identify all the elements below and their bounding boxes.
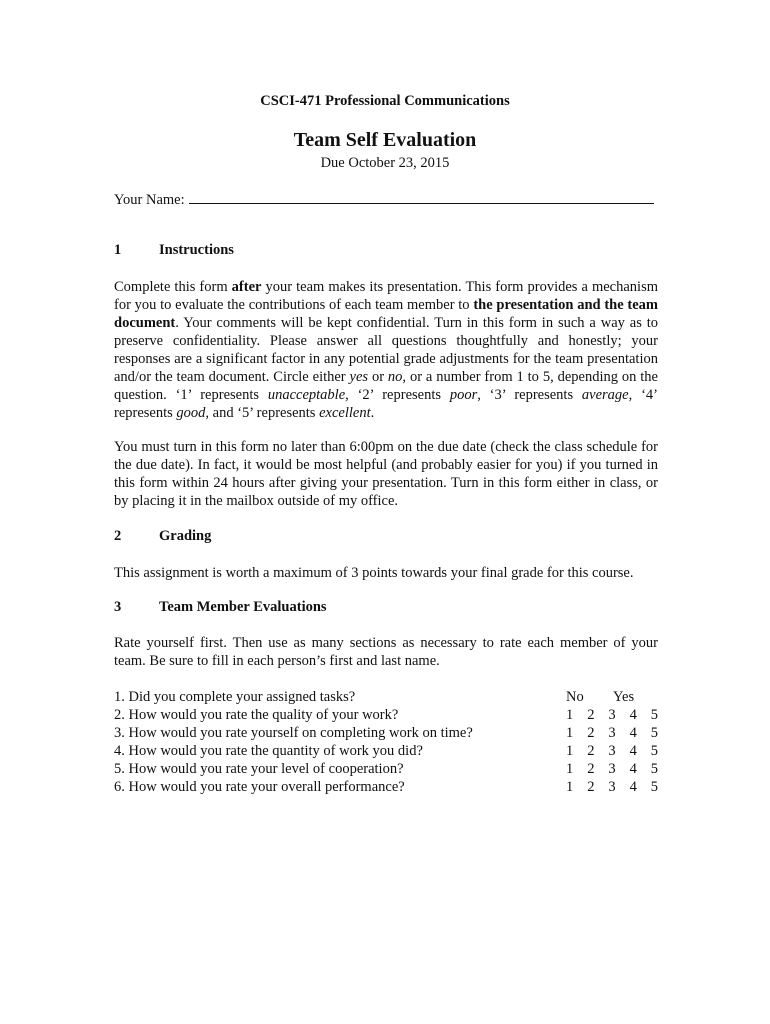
rating-option[interactable]: 3 [608,743,616,759]
text-run-italic: excellent [319,405,371,421]
question-row [114,778,658,796]
evaluations-intro-paragraph: Rate yourself first. Then use as many sections as necessary to rate each member of your team. Be sure to fill in each person’s first and last name. [114,635,658,669]
instructions-paragraph-2: You must turn in this form no later than 6:00pm on the due date (check the class schedule for the due date). In fact, it would be most helpful (and probably easier for you) if you turned in this form within 24 hours after giving your presentation. Turn in this form either in class, or by placing it in the mailbox outside of my office. [114,439,658,509]
rating-option[interactable]: 1 [566,761,574,777]
document-title: Team Self Evaluation [293,129,477,151]
rating-option[interactable]: 2 [587,725,595,741]
rating-option[interactable]: 2 [587,761,595,777]
section-heading-instructions [114,242,234,259]
rating-scale [566,724,658,742]
text-run-italic: unacceptable [267,387,346,403]
rating-option[interactable]: 5 [650,743,658,759]
rating-option[interactable]: 3 [608,707,616,723]
text-run: . Your comments will be kept confidential. Turn in this form in such a way as to preserve confidentiality. Please answer all questions thoughtfully and honestly; your responses are a significant factor in any potential grade adjustments for the team presentation and/or the team document. Circle either [114,315,658,385]
section-number: 2 [114,528,122,544]
question-row [114,706,658,724]
rating-option[interactable]: 3 [608,779,616,795]
rating-option[interactable]: 3 [608,725,616,741]
question-text: 3. How would you rate yourself on completing work on time? [114,725,473,741]
rating-option[interactable]: 4 [629,779,637,795]
rating-option[interactable]: 5 [650,761,658,777]
section-title: Instructions [159,242,234,258]
rating-option[interactable]: 4 [629,725,637,741]
rating-scale [566,760,658,778]
section-number: 1 [114,242,122,258]
section-heading-grading [114,528,211,545]
name-blank-line[interactable] [189,189,654,204]
question-text: 4. How would you rate the quantity of work you did? [114,743,423,759]
section-title: Grading [159,528,212,544]
question-row [114,760,658,778]
text-run: , and ‘5’ represents [205,405,320,421]
rating-option[interactable]: 1 [566,779,574,795]
text-run: or [368,369,388,385]
course-title: CSCI-471 Professional Communications [260,93,510,109]
rating-scale [566,706,658,724]
name-field-row [114,189,654,209]
text-run-italic: poor [449,387,478,403]
text-run-italic: no [387,369,403,385]
rating-option[interactable]: 2 [587,743,595,759]
instructions-paragraph-1 [114,278,658,422]
rating-option[interactable]: 4 [629,761,637,777]
text-run-italic: good [176,405,206,421]
rating-option[interactable]: 5 [650,779,658,795]
rating-option[interactable]: 2 [587,707,595,723]
question-row [114,724,658,742]
option-yes[interactable]: Yes [613,689,635,705]
rating-option[interactable]: 5 [650,707,658,723]
question-text: 1. Did you complete your assigned tasks? [114,689,356,705]
section-number: 3 [114,599,122,615]
rating-option[interactable]: 4 [629,743,637,759]
section-title: Team Member Evaluations [159,599,327,615]
rating-option[interactable]: 2 [587,779,595,795]
question-row [114,688,658,706]
question-text: 6. How would you rate your overall performance? [114,779,405,795]
section-heading-evaluations [114,599,327,616]
rating-scale [566,778,658,796]
rating-option[interactable]: 4 [629,707,637,723]
text-run: , ‘4’ represents [114,387,658,421]
text-run: , ‘2’ represents [345,387,450,403]
rating-option[interactable]: 1 [566,725,574,741]
text-run-italic: yes [349,369,369,385]
rating-option[interactable]: 1 [566,707,574,723]
rating-option[interactable]: 5 [650,725,658,741]
question-text: 5. How would you rate your level of cooperation? [114,761,404,777]
text-run-bold: after [231,279,262,295]
evaluation-questions-table [114,688,658,796]
option-no[interactable]: No [566,689,584,705]
yes-no-options [566,688,658,706]
rating-option[interactable]: 3 [608,761,616,777]
text-run: Complete this form [114,279,232,295]
grading-paragraph: This assignment is worth a maximum of 3 points towards your final grade for this course. [114,565,634,581]
rating-option[interactable]: 1 [566,743,574,759]
text-run: your team makes its presentation. This form provides a mechanism for you to evaluate the contributions of each team member to [114,279,658,313]
due-date: Due October 23, 2015 [320,155,450,171]
question-text: 2. How would you rate the quality of your work? [114,707,399,723]
text-run-italic: average [581,387,629,403]
text-run: , or a number from 1 to 5, depending on the question. ‘1’ represents [114,369,658,403]
text-run: , ‘3’ represents [477,387,582,403]
name-label: Your Name: [114,192,185,208]
text-run-bold: the presentation and the team document [114,297,658,331]
question-row [114,742,658,760]
rating-scale [566,742,658,760]
text-run: . [370,405,375,421]
